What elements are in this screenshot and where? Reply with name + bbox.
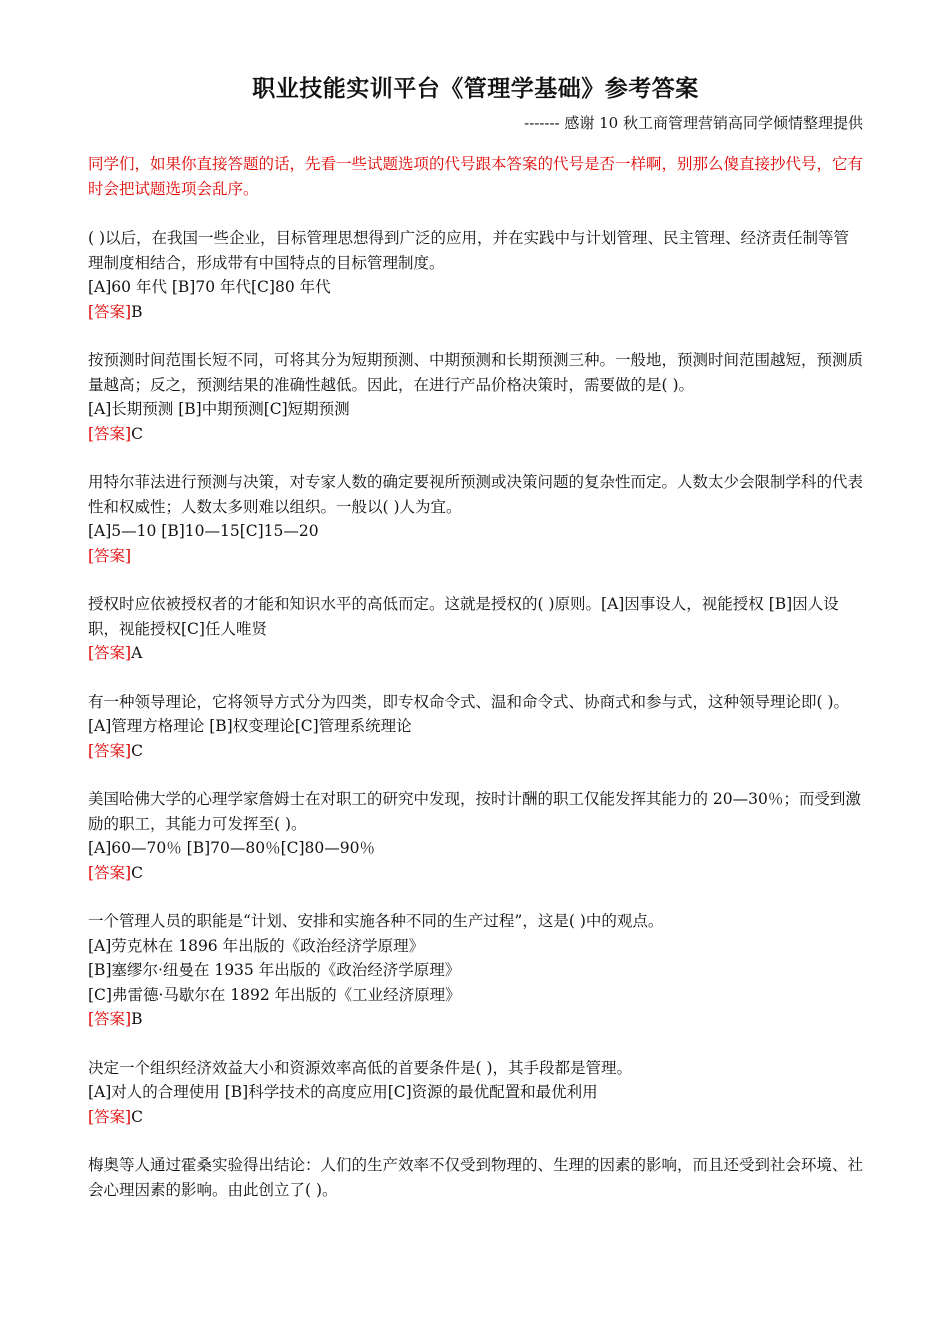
answer-line <box>88 861 863 886</box>
question-options: [B]塞缪尔·纽曼在 1935 年出版的《政治经济学原理》 <box>88 961 461 979</box>
answer-value: C <box>131 1107 143 1126</box>
credit-line: ------- 感谢 10 秋工商管理营销高同学倾情整理提供 <box>524 114 863 132</box>
answer-value: C <box>131 424 143 443</box>
question-item <box>88 470 863 568</box>
question-item <box>88 1056 863 1130</box>
question-item <box>88 1153 863 1202</box>
question-options: [A]劳克林在 1896 年出版的《政治经济学原理》 <box>88 936 425 955</box>
answer-label: [答案] <box>88 644 132 662</box>
question-stem: 梅奥等人通过霍桑实验得出结论：人们的生产效率不仅受到物理的、生理的因素的影响，而且还受到社会环境、社会心理因素的影响。由此创立了( )。 <box>88 1156 864 1199</box>
question-item <box>88 592 863 666</box>
answer-value: B <box>131 302 143 321</box>
answer-label: [答案] <box>88 1010 132 1028</box>
answer-value: A <box>131 644 143 662</box>
question-item <box>88 226 863 324</box>
question-options: [A]60—70％ [B]70—80％[C]80—90％ <box>88 839 375 857</box>
answer-label: [答案] <box>88 1107 132 1126</box>
answer-line <box>88 641 863 666</box>
page-title: 职业技能实训平台《管理学基础》参考答案 <box>252 75 699 102</box>
answer-line <box>88 544 863 569</box>
question-stem: 一个管理人员的职能是“计划、安排和实施各种不同的生产过程”，这是( )中的观点。 <box>88 912 664 930</box>
question-stem: 决定一个组织经济效益大小和资源效率高低的首要条件是( )，其手段都是管理。 <box>88 1058 633 1077</box>
question-stem: ( )以后，在我国一些企业，目标管理思想得到广泛的应用，并在实践中与计划管理、民主管理、经济责任制等管理制度相结合，形成带有中国特点的目标管理制度。 <box>88 229 850 272</box>
question-options: [C]弗雷德·马歇尔在 1892 年出版的《工业经济原理》 <box>88 985 461 1004</box>
question-item <box>88 690 863 764</box>
answer-line <box>88 1105 863 1130</box>
question-list <box>88 226 863 1202</box>
question-stem: 用特尔菲法进行预测与决策，对专家人数的确定要视所预测或决策问题的复杂性而定。人数太少会限制学科的代表性和权威性；人数太多则难以组织。一般以( )人为宜。 <box>88 473 864 516</box>
question-options: [A]5—10 [B]10—15[C]15—20 <box>88 522 319 540</box>
question-stem: 有一种领导理论，它将领导方式分为四类，即专权命令式、温和命令式、协商式和参与式，这种领导理论即( )。 <box>88 692 850 711</box>
answer-label: [答案] <box>88 741 132 760</box>
answer-label: [答案] <box>88 863 132 882</box>
question-options: [A]长期预测 [B]中期预测[C]短期预测 <box>88 400 350 418</box>
question-item <box>88 348 863 446</box>
document-page <box>88 72 863 1202</box>
question-stem: 美国哈佛大学的心理学家詹姆士在对职工的研究中发现，按时计酬的职工仅能发挥其能力的 20—30％；而受到激励的职工，其能力可发挥至( )。 <box>88 790 861 833</box>
answer-value: C <box>131 863 143 882</box>
answer-line <box>88 1007 863 1032</box>
answer-label: [答案] <box>88 546 132 565</box>
warning-notice: 同学们，如果你直接答题的话，先看一些试题选项的代号跟本答案的代号是否一样啊，别那么傻直接抄代号，它有时会把试题选项会乱序。 <box>88 155 864 198</box>
question-item <box>88 909 863 1032</box>
question-stem: 按预测时间范围长短不同，可将其分为短期预测、中期预测和长期预测三种。一般地，预测时间范围越短，预测质量越高；反之，预测结果的准确性越低。因此，在进行产品价格决策时，需要做的是( )。 <box>88 351 864 394</box>
question-options: [A]管理方格理论 [B]权变理论[C]管理系统理论 <box>88 717 412 735</box>
question-item <box>88 787 863 885</box>
answer-value: B <box>131 1010 143 1028</box>
question-options: [A]60 年代 [B]70 年代[C]80 年代 <box>88 278 331 296</box>
question-options: [A]对人的合理使用 [B]科学技术的高度应用[C]资源的最优配置和最优利用 <box>88 1083 598 1101</box>
answer-line <box>88 739 863 764</box>
answer-label: [答案] <box>88 302 132 321</box>
answer-value: C <box>131 741 143 760</box>
question-stem: 授权时应依被授权者的才能和知识水平的高低而定。这就是授权的( )原则。[A]因事设人，视能授权 [B]因人设职，视能授权[C]任人唯贤 <box>88 595 839 638</box>
answer-line <box>88 422 863 447</box>
answer-line <box>88 300 863 325</box>
answer-label: [答案] <box>88 424 132 443</box>
